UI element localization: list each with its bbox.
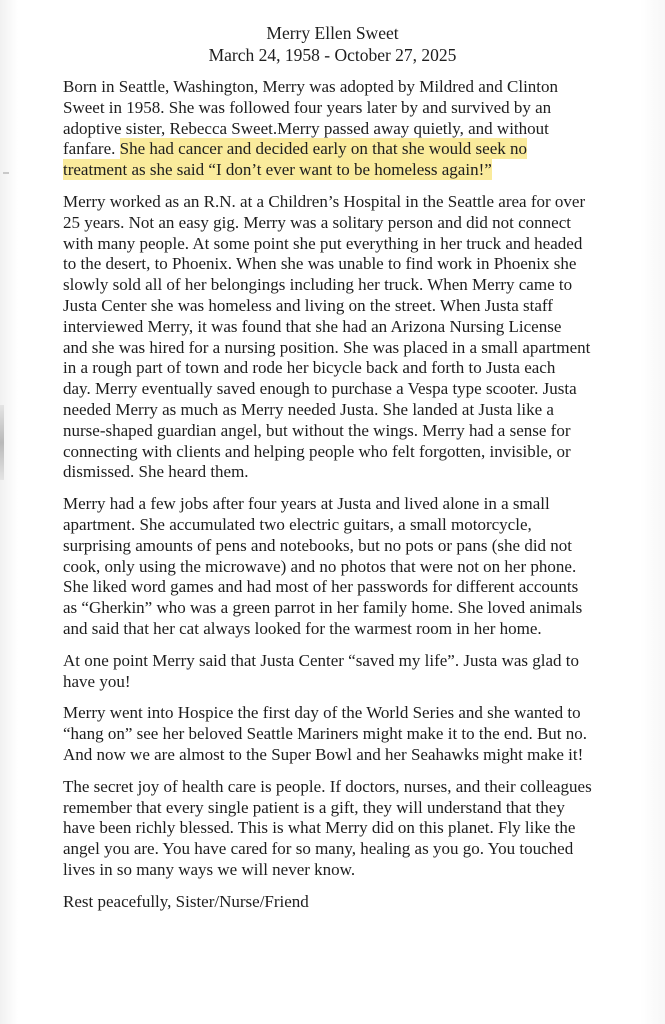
- line-text: with many people. At some point she put everything in her truck and headed: [63, 233, 583, 253]
- text-line: [63, 379, 665, 400]
- line-text: as “Gherkin” who was a green parrot in her family home. She loved animals: [63, 598, 583, 618]
- line-text: The secret joy of health care is people. If doctors, nurses, and their colleagues: [63, 776, 592, 796]
- line-text: Sweet in 1958. She was followed four years later by and survived by an: [63, 97, 552, 117]
- text-line: [63, 651, 665, 672]
- line-text: needed Merry as much as Merry needed Justa. She landed at Justa like a: [63, 399, 554, 419]
- text-line: [63, 724, 665, 745]
- text-line: [63, 860, 665, 881]
- text-line: [63, 213, 665, 234]
- paragraph: [63, 77, 665, 181]
- line-text: have been richly blessed. This is what Merry did on this planet. Fly like the: [63, 818, 576, 838]
- line-text: At one point Merry said that Justa Center “saved my life”. Justa was glad to: [63, 650, 580, 670]
- line-text: And now we are almost to the Super Bowl and her Seahawks might make it!: [63, 744, 584, 764]
- text-line: [63, 234, 665, 255]
- line-text: Born in Seattle, Washington, Merry was adopted by Mildred and Clinton: [63, 77, 559, 96]
- text-line: [63, 619, 665, 640]
- text-line: [63, 442, 665, 463]
- paragraph: [63, 777, 665, 881]
- line-text: have you!: [63, 671, 131, 691]
- highlighted-text: treatment as she said “I don’t ever want to be homeless again!”: [63, 160, 492, 180]
- text-line: [63, 119, 665, 140]
- text-line: [63, 338, 665, 359]
- line-text: cook, only using the microwave) and no photos that were not on her phone.: [63, 556, 577, 576]
- line-text: and she was hired for a nursing position. She was placed in a small apartment: [63, 337, 591, 357]
- text-line: [63, 139, 665, 160]
- line-text: 25 years. Not an easy gig. Merry was a solitary person and did not connect: [63, 212, 571, 232]
- paragraph: [63, 192, 665, 483]
- text-line: [63, 798, 665, 819]
- text-line: [63, 77, 665, 98]
- obituary-header: [0, 22, 665, 66]
- line-text: Justa Center she was homeless and living on the street. When Justa staff: [63, 295, 553, 315]
- text-line: [63, 515, 665, 536]
- line-text: Merry went into Hospice the first day of the World Series and she wanted to: [63, 703, 581, 723]
- line-text: interviewed Merry, it was found that she had an Arizona Nursing License: [63, 316, 562, 336]
- text-line: [63, 577, 665, 598]
- line-text: and said that her cat always looked for the warmest room in her home.: [63, 618, 542, 638]
- line-text: day. Merry eventually saved enough to purchase a Vespa type scooter. Justa: [63, 379, 577, 399]
- deceased-name: Merry Ellen Sweet: [266, 23, 399, 43]
- text-line: [63, 818, 665, 839]
- line-text: adoptive sister, Rebecca Sweet.Merry passed away quietly, and without: [63, 118, 549, 138]
- page-edge-mark: [3, 172, 9, 174]
- obituary-body: [63, 77, 665, 923]
- line-text: Merry worked as an R.N. at a Children’s Hospital in the Seattle area for over: [63, 191, 586, 211]
- text-line: [63, 892, 665, 913]
- text-line: [63, 160, 665, 181]
- text-line: [63, 192, 665, 213]
- page-edge-shadow: [0, 405, 4, 480]
- text-line: [63, 536, 665, 557]
- text-line: [63, 703, 665, 724]
- line-text: apartment. She accumulated two electric guitars, a small motorcycle,: [63, 514, 532, 534]
- paragraph: [63, 494, 665, 640]
- text-line: [63, 296, 665, 317]
- line-text: slowly sold all of her belongings including her truck. When Merry came to: [63, 275, 573, 295]
- line-text: surprising amounts of pens and notebooks, but no pots or pans (she did not: [63, 535, 573, 555]
- text-line: [63, 598, 665, 619]
- line-text: to the desert, to Phoenix. When she was unable to find work in Phoenix she: [63, 254, 577, 274]
- line-text: nurse-shaped guardian angel, but without the wings. Merry had a sense for: [63, 420, 571, 440]
- highlighted-text: She had cancer and decided early on that she would seek no: [119, 139, 528, 159]
- paragraph: [63, 651, 665, 693]
- line-text: fanfare.: [63, 139, 120, 159]
- text-line: [63, 358, 665, 379]
- line-text: lives in so many ways we will never know.: [63, 859, 356, 879]
- text-line: [63, 745, 665, 766]
- line-text: Rest peacefully, Sister/Nurse/Friend: [63, 891, 309, 911]
- line-text: Merry had a few jobs after four years at Justa and lived alone in a small: [63, 494, 550, 514]
- text-line: [63, 839, 665, 860]
- text-line: [63, 672, 665, 693]
- line-text: in a rough part of town and rode her bicycle back and forth to Justa each: [63, 358, 556, 378]
- line-text: “hang on” see her beloved Seattle Mariners might make it to the end. But no.: [63, 724, 588, 744]
- text-line: [63, 557, 665, 578]
- paragraph: [63, 703, 665, 765]
- line-text: She liked word games and had most of her passwords for different accounts: [63, 577, 579, 597]
- life-dates: March 24, 1958 - October 27, 2025: [208, 45, 457, 65]
- line-text: connecting with clients and helping people who felt forgotten, invisible, or: [63, 441, 571, 461]
- text-line: [63, 254, 665, 275]
- text-line: [63, 462, 665, 483]
- line-text: angel you are. You have cared for so many, healing as you go. You touched: [63, 839, 574, 859]
- text-line: [63, 98, 665, 119]
- text-line: [63, 421, 665, 442]
- text-line: [63, 275, 665, 296]
- text-line: [63, 400, 665, 421]
- line-text: dismissed. She heard them.: [63, 462, 249, 482]
- paragraph: [63, 892, 665, 913]
- text-line: [63, 777, 665, 798]
- text-line: [63, 317, 665, 338]
- text-line: [63, 494, 665, 515]
- line-text: remember that every single patient is a gift, they will understand that they: [63, 797, 565, 817]
